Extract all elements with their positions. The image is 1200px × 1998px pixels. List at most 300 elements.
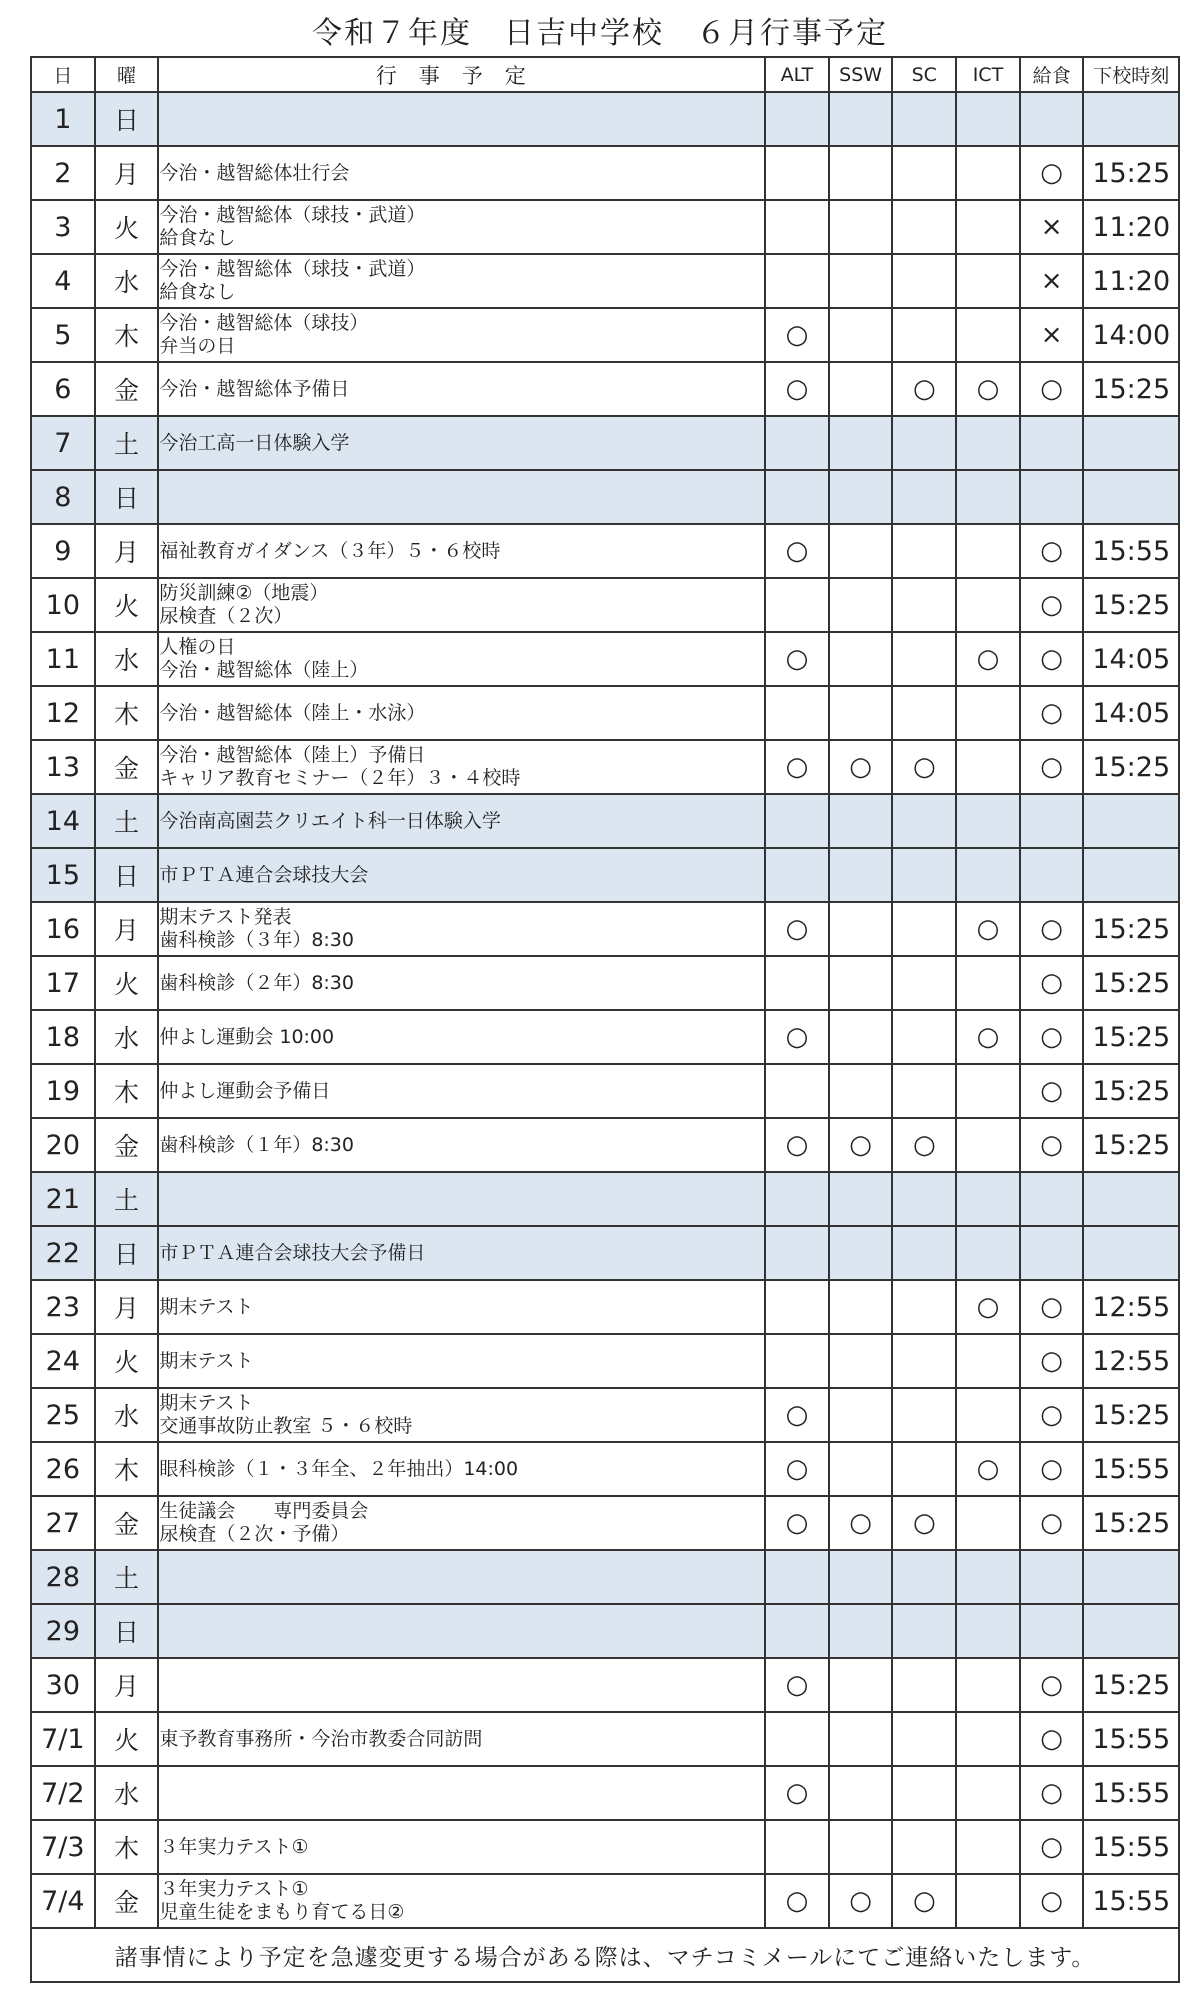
weekday-cell: 火 bbox=[95, 956, 159, 1010]
dismissal-time-cell: 14:05 bbox=[1083, 632, 1179, 686]
weekday-cell: 金 bbox=[95, 362, 159, 416]
alt-cell: ○ bbox=[765, 1496, 829, 1550]
lunch-cell: ○ bbox=[1020, 740, 1084, 794]
alt-cell bbox=[765, 578, 829, 632]
dismissal-time-cell: 12:55 bbox=[1083, 1280, 1179, 1334]
weekday-cell: 日 bbox=[95, 470, 159, 524]
event-cell bbox=[158, 794, 765, 848]
lunch-cell: ○ bbox=[1020, 1712, 1084, 1766]
alt-cell bbox=[765, 1550, 829, 1604]
event-line: 尿検査（２次・予備） bbox=[159, 1523, 350, 1545]
ict-cell bbox=[956, 1064, 1020, 1118]
dismissal-time-cell: 14:00 bbox=[1083, 308, 1179, 362]
alt-cell bbox=[765, 794, 829, 848]
lunch-cell: × bbox=[1020, 200, 1084, 254]
day-cell: 27 bbox=[31, 1496, 95, 1550]
ssw-cell bbox=[829, 524, 893, 578]
header-ict: ICT bbox=[956, 57, 1020, 92]
ict-cell: ○ bbox=[956, 1442, 1020, 1496]
event-line: 尿検査（２次） bbox=[159, 605, 293, 627]
alt-cell: ○ bbox=[765, 632, 829, 686]
ict-cell bbox=[956, 686, 1020, 740]
lunch-cell: ○ bbox=[1020, 686, 1084, 740]
event-line: 今治・越智総体壮行会 bbox=[159, 161, 350, 184]
schedule-row bbox=[31, 848, 1179, 902]
header-sc: SC bbox=[892, 57, 956, 92]
ssw-cell bbox=[829, 1280, 893, 1334]
schedule-row bbox=[31, 146, 1179, 200]
weekday-cell: 火 bbox=[95, 578, 159, 632]
weekday-cell: 水 bbox=[95, 254, 159, 308]
weekday-cell: 日 bbox=[95, 1604, 159, 1658]
dismissal-time-cell bbox=[1083, 1172, 1179, 1226]
ict-cell bbox=[956, 1226, 1020, 1280]
event-line: 今治工高一日体験入学 bbox=[159, 431, 350, 454]
day-cell: 6 bbox=[31, 362, 95, 416]
schedule-row bbox=[31, 1442, 1179, 1496]
lunch-cell: ○ bbox=[1020, 1280, 1084, 1334]
weekday-cell: 土 bbox=[95, 416, 159, 470]
ssw-cell: ○ bbox=[829, 1874, 893, 1928]
page-title: 令和７年度 日吉中学校 ６月行事予定 bbox=[312, 16, 888, 51]
schedule-row bbox=[31, 740, 1179, 794]
alt-cell bbox=[765, 146, 829, 200]
alt-cell bbox=[765, 254, 829, 308]
alt-cell: ○ bbox=[765, 362, 829, 416]
event-line: 東予教育事務所・今治市教委合同訪問 bbox=[159, 1727, 483, 1750]
weekday-cell: 木 bbox=[95, 686, 159, 740]
schedule-row bbox=[31, 1172, 1179, 1226]
day-cell: 7/4 bbox=[31, 1874, 95, 1928]
sc-cell bbox=[892, 1388, 956, 1442]
event-cell bbox=[158, 146, 765, 200]
lunch-cell: ○ bbox=[1020, 362, 1084, 416]
event-cell bbox=[158, 740, 765, 794]
schedule-row bbox=[31, 578, 1179, 632]
weekday-cell: 金 bbox=[95, 1496, 159, 1550]
ict-cell bbox=[956, 578, 1020, 632]
day-cell: 26 bbox=[31, 1442, 95, 1496]
event-line: 期末テスト bbox=[159, 1349, 254, 1372]
event-line: 給食なし bbox=[159, 227, 236, 249]
dismissal-time-cell: 15:25 bbox=[1083, 362, 1179, 416]
day-cell: 18 bbox=[31, 1010, 95, 1064]
schedule-row bbox=[31, 1496, 1179, 1550]
event-line: 人権の日 bbox=[159, 636, 236, 658]
ssw-cell bbox=[829, 632, 893, 686]
sc-cell: ○ bbox=[892, 1118, 956, 1172]
dismissal-time-cell: 11:20 bbox=[1083, 254, 1179, 308]
dismissal-time-cell: 15:25 bbox=[1083, 902, 1179, 956]
event-cell bbox=[158, 686, 765, 740]
ssw-cell bbox=[829, 902, 893, 956]
schedule-row bbox=[31, 1388, 1179, 1442]
lunch-cell bbox=[1020, 1226, 1084, 1280]
weekday-cell: 火 bbox=[95, 1334, 159, 1388]
event-line: 今治・越智総体（球技） bbox=[159, 312, 369, 334]
schedule-table bbox=[30, 56, 1180, 1983]
ict-cell: ○ bbox=[956, 1280, 1020, 1334]
event-line: 歯科検診（２年）8:30 bbox=[159, 971, 354, 994]
weekday-cell: 木 bbox=[95, 1442, 159, 1496]
ict-cell bbox=[956, 1496, 1020, 1550]
schedule-row bbox=[31, 524, 1179, 578]
event-cell bbox=[158, 362, 765, 416]
alt-cell: ○ bbox=[765, 902, 829, 956]
ict-cell bbox=[956, 524, 1020, 578]
dismissal-time-cell bbox=[1083, 1604, 1179, 1658]
ssw-cell bbox=[829, 308, 893, 362]
day-cell: 7/2 bbox=[31, 1766, 95, 1820]
sc-cell bbox=[892, 956, 956, 1010]
alt-cell bbox=[765, 200, 829, 254]
event-cell bbox=[158, 92, 765, 146]
event-line: 交通事故防止教室 ５・６校時 bbox=[159, 1415, 413, 1437]
event-cell bbox=[158, 524, 765, 578]
sc-cell bbox=[892, 1820, 956, 1874]
weekday-cell: 月 bbox=[95, 146, 159, 200]
lunch-cell: ○ bbox=[1020, 1334, 1084, 1388]
event-line: 市ＰＴＡ連合会球技大会 bbox=[159, 863, 369, 886]
ict-cell bbox=[956, 200, 1020, 254]
weekday-cell: 金 bbox=[95, 740, 159, 794]
dismissal-time-cell: 15:25 bbox=[1083, 1388, 1179, 1442]
alt-cell bbox=[765, 1226, 829, 1280]
event-line: 児童生徒をまもり育てる日② bbox=[159, 1901, 405, 1923]
dismissal-time-cell: 12:55 bbox=[1083, 1334, 1179, 1388]
ssw-cell bbox=[829, 200, 893, 254]
alt-cell: ○ bbox=[765, 1874, 829, 1928]
day-cell: 7 bbox=[31, 416, 95, 470]
dismissal-time-cell: 15:25 bbox=[1083, 578, 1179, 632]
event-cell bbox=[158, 578, 765, 632]
day-cell: 4 bbox=[31, 254, 95, 308]
event-cell bbox=[158, 1712, 765, 1766]
day-cell: 19 bbox=[31, 1064, 95, 1118]
alt-cell bbox=[765, 92, 829, 146]
event-cell bbox=[158, 1874, 765, 1928]
alt-cell: ○ bbox=[765, 740, 829, 794]
event-line: 生徒議会 専門委員会 bbox=[159, 1500, 369, 1522]
day-cell: 30 bbox=[31, 1658, 95, 1712]
day-cell: 7/1 bbox=[31, 1712, 95, 1766]
schedule-row bbox=[31, 200, 1179, 254]
event-cell bbox=[158, 1010, 765, 1064]
event-cell bbox=[158, 1334, 765, 1388]
ict-cell bbox=[956, 1658, 1020, 1712]
schedule-row bbox=[31, 254, 1179, 308]
alt-cell bbox=[765, 1172, 829, 1226]
event-line: 期末テスト発表 bbox=[159, 906, 292, 928]
sc-cell bbox=[892, 308, 956, 362]
event-line: ３年実力テスト① bbox=[159, 1878, 309, 1900]
schedule-body bbox=[31, 92, 1179, 1928]
event-cell bbox=[158, 1550, 765, 1604]
event-line: 今治・越智総体（陸上）予備日 bbox=[159, 744, 426, 766]
schedule-row bbox=[31, 1010, 1179, 1064]
ssw-cell bbox=[829, 416, 893, 470]
alt-cell bbox=[765, 848, 829, 902]
schedule-row bbox=[31, 1604, 1179, 1658]
alt-cell: ○ bbox=[765, 1658, 829, 1712]
event-cell bbox=[158, 470, 765, 524]
weekday-cell: 日 bbox=[95, 848, 159, 902]
ssw-cell bbox=[829, 146, 893, 200]
ict-cell bbox=[956, 1874, 1020, 1928]
ict-cell: ○ bbox=[956, 1010, 1020, 1064]
day-cell: 28 bbox=[31, 1550, 95, 1604]
schedule-row bbox=[31, 1874, 1179, 1928]
ssw-cell bbox=[829, 470, 893, 524]
event-line: 今治・越智総体（陸上・水泳） bbox=[159, 701, 426, 724]
sc-cell: ○ bbox=[892, 1874, 956, 1928]
day-cell: 14 bbox=[31, 794, 95, 848]
event-cell bbox=[158, 1442, 765, 1496]
sc-cell bbox=[892, 1172, 956, 1226]
ssw-cell bbox=[829, 362, 893, 416]
ict-cell bbox=[956, 1712, 1020, 1766]
lunch-cell: ○ bbox=[1020, 1442, 1084, 1496]
schedule-row bbox=[31, 1118, 1179, 1172]
weekday-cell: 金 bbox=[95, 1874, 159, 1928]
weekday-cell: 月 bbox=[95, 1658, 159, 1712]
ssw-cell bbox=[829, 1226, 893, 1280]
sc-cell bbox=[892, 470, 956, 524]
event-cell bbox=[158, 1226, 765, 1280]
ssw-cell bbox=[829, 578, 893, 632]
dismissal-time-cell: 14:05 bbox=[1083, 686, 1179, 740]
lunch-cell: × bbox=[1020, 308, 1084, 362]
ssw-cell: ○ bbox=[829, 1496, 893, 1550]
event-line: 今治・越智総体（陸上） bbox=[159, 659, 369, 681]
event-cell bbox=[158, 1766, 765, 1820]
day-cell: 5 bbox=[31, 308, 95, 362]
ict-cell bbox=[956, 848, 1020, 902]
schedule-row bbox=[31, 1550, 1179, 1604]
weekday-cell: 月 bbox=[95, 524, 159, 578]
event-line: 今治南高園芸クリエイト科一日体験入学 bbox=[159, 809, 501, 832]
day-cell: 20 bbox=[31, 1118, 95, 1172]
day-cell: 10 bbox=[31, 578, 95, 632]
event-line: 今治・越智総体予備日 bbox=[159, 377, 350, 400]
dismissal-time-cell bbox=[1083, 416, 1179, 470]
ict-cell bbox=[956, 1820, 1020, 1874]
day-cell: 29 bbox=[31, 1604, 95, 1658]
ssw-cell bbox=[829, 1820, 893, 1874]
alt-cell: ○ bbox=[765, 1388, 829, 1442]
ssw-cell bbox=[829, 254, 893, 308]
lunch-cell bbox=[1020, 1550, 1084, 1604]
ssw-cell bbox=[829, 1604, 893, 1658]
event-line: 期末テスト bbox=[159, 1392, 254, 1414]
weekday-cell: 火 bbox=[95, 200, 159, 254]
sc-cell: ○ bbox=[892, 1496, 956, 1550]
dismissal-time-cell: 15:55 bbox=[1083, 1442, 1179, 1496]
ict-cell bbox=[956, 146, 1020, 200]
lunch-cell: ○ bbox=[1020, 1874, 1084, 1928]
sc-cell bbox=[892, 146, 956, 200]
event-line: キャリア教育セミナー（２年）３・４校時 bbox=[159, 767, 521, 789]
day-cell: 16 bbox=[31, 902, 95, 956]
event-cell bbox=[158, 1064, 765, 1118]
schedule-row bbox=[31, 308, 1179, 362]
weekday-cell: 日 bbox=[95, 1226, 159, 1280]
event-cell bbox=[158, 1496, 765, 1550]
alt-cell bbox=[765, 1334, 829, 1388]
header-day: 日 bbox=[31, 57, 95, 92]
schedule-row bbox=[31, 902, 1179, 956]
schedule-row bbox=[31, 1280, 1179, 1334]
header-alt: ALT bbox=[765, 57, 829, 92]
lunch-cell bbox=[1020, 92, 1084, 146]
day-cell: 1 bbox=[31, 92, 95, 146]
alt-cell bbox=[765, 686, 829, 740]
lunch-cell: ○ bbox=[1020, 956, 1084, 1010]
lunch-cell: ○ bbox=[1020, 632, 1084, 686]
dismissal-time-cell: 15:55 bbox=[1083, 1820, 1179, 1874]
alt-cell: ○ bbox=[765, 308, 829, 362]
dismissal-time-cell: 15:25 bbox=[1083, 1118, 1179, 1172]
sc-cell bbox=[892, 1442, 956, 1496]
ict-cell bbox=[956, 1388, 1020, 1442]
event-line: 給食なし bbox=[159, 281, 236, 303]
ssw-cell bbox=[829, 1388, 893, 1442]
weekday-cell: 日 bbox=[95, 92, 159, 146]
ssw-cell bbox=[829, 1334, 893, 1388]
event-line: 仲よし運動会 10:00 bbox=[159, 1025, 335, 1048]
alt-cell bbox=[765, 1820, 829, 1874]
event-line: 福祉教育ガイダンス（３年）５・６校時 bbox=[159, 539, 501, 562]
lunch-cell: ○ bbox=[1020, 146, 1084, 200]
lunch-cell: ○ bbox=[1020, 578, 1084, 632]
alt-cell: ○ bbox=[765, 1118, 829, 1172]
weekday-cell: 土 bbox=[95, 1172, 159, 1226]
sc-cell: ○ bbox=[892, 362, 956, 416]
sc-cell bbox=[892, 92, 956, 146]
sc-cell bbox=[892, 1766, 956, 1820]
day-cell: 3 bbox=[31, 200, 95, 254]
dismissal-time-cell: 15:25 bbox=[1083, 1010, 1179, 1064]
ict-cell bbox=[956, 1766, 1020, 1820]
lunch-cell: ○ bbox=[1020, 524, 1084, 578]
day-cell: 2 bbox=[31, 146, 95, 200]
dismissal-time-cell: 15:55 bbox=[1083, 524, 1179, 578]
ssw-cell bbox=[829, 686, 893, 740]
ict-cell: ○ bbox=[956, 902, 1020, 956]
lunch-cell: ○ bbox=[1020, 1496, 1084, 1550]
schedule-row bbox=[31, 362, 1179, 416]
event-line: 眼科検診（１・３年全、２年抽出）14:00 bbox=[159, 1457, 519, 1480]
dismissal-time-cell bbox=[1083, 1226, 1179, 1280]
alt-cell: ○ bbox=[765, 1010, 829, 1064]
header-row bbox=[31, 57, 1179, 92]
day-cell: 15 bbox=[31, 848, 95, 902]
alt-cell bbox=[765, 1712, 829, 1766]
dismissal-time-cell: 15:25 bbox=[1083, 1064, 1179, 1118]
event-cell bbox=[158, 1388, 765, 1442]
dismissal-time-cell: 15:25 bbox=[1083, 740, 1179, 794]
day-cell: 17 bbox=[31, 956, 95, 1010]
sc-cell: ○ bbox=[892, 740, 956, 794]
dismissal-time-cell: 15:25 bbox=[1083, 146, 1179, 200]
alt-cell: ○ bbox=[765, 524, 829, 578]
sc-cell bbox=[892, 416, 956, 470]
alt-cell bbox=[765, 416, 829, 470]
event-cell bbox=[158, 1604, 765, 1658]
event-cell bbox=[158, 200, 765, 254]
weekday-cell: 月 bbox=[95, 902, 159, 956]
event-cell bbox=[158, 848, 765, 902]
weekday-cell: 木 bbox=[95, 1820, 159, 1874]
lunch-cell bbox=[1020, 848, 1084, 902]
ict-cell bbox=[956, 794, 1020, 848]
event-cell bbox=[158, 1172, 765, 1226]
day-cell: 8 bbox=[31, 470, 95, 524]
header-lunch: 給食 bbox=[1020, 57, 1084, 92]
event-line: 歯科検診（１年）8:30 bbox=[159, 1133, 354, 1156]
schedule-row bbox=[31, 1658, 1179, 1712]
weekday-cell: 水 bbox=[95, 632, 159, 686]
lunch-cell: ○ bbox=[1020, 902, 1084, 956]
ict-cell bbox=[956, 92, 1020, 146]
event-line: 今治・越智総体（球技・武道） bbox=[159, 204, 426, 226]
schedule-row bbox=[31, 1766, 1179, 1820]
ssw-cell bbox=[829, 1550, 893, 1604]
ssw-cell bbox=[829, 1442, 893, 1496]
dismissal-time-cell bbox=[1083, 848, 1179, 902]
alt-cell bbox=[765, 956, 829, 1010]
lunch-cell bbox=[1020, 1172, 1084, 1226]
day-cell: 12 bbox=[31, 686, 95, 740]
lunch-cell: ○ bbox=[1020, 1118, 1084, 1172]
day-cell: 9 bbox=[31, 524, 95, 578]
alt-cell bbox=[765, 470, 829, 524]
sc-cell bbox=[892, 254, 956, 308]
event-cell bbox=[158, 308, 765, 362]
dismissal-time-cell: 15:55 bbox=[1083, 1766, 1179, 1820]
event-line: 市ＰＴＡ連合会球技大会予備日 bbox=[159, 1241, 426, 1264]
alt-cell: ○ bbox=[765, 1442, 829, 1496]
alt-cell: ○ bbox=[765, 1766, 829, 1820]
ict-cell bbox=[956, 1118, 1020, 1172]
schedule-row bbox=[31, 686, 1179, 740]
ict-cell bbox=[956, 956, 1020, 1010]
alt-cell bbox=[765, 1604, 829, 1658]
ict-cell bbox=[956, 254, 1020, 308]
sc-cell bbox=[892, 1010, 956, 1064]
event-cell bbox=[158, 254, 765, 308]
ssw-cell: ○ bbox=[829, 740, 893, 794]
footer-note: 諸事情により予定を急遽変更する場合がある際は、マチコミメールにてご連絡いたします。 bbox=[31, 1928, 1179, 1982]
day-cell: 22 bbox=[31, 1226, 95, 1280]
sc-cell bbox=[892, 524, 956, 578]
schedule-row bbox=[31, 416, 1179, 470]
sc-cell bbox=[892, 1334, 956, 1388]
dismissal-time-cell bbox=[1083, 794, 1179, 848]
ssw-cell bbox=[829, 1172, 893, 1226]
weekday-cell: 土 bbox=[95, 1550, 159, 1604]
sc-cell bbox=[892, 1712, 956, 1766]
sc-cell bbox=[892, 1658, 956, 1712]
day-cell: 11 bbox=[31, 632, 95, 686]
schedule-row bbox=[31, 1064, 1179, 1118]
footer-row bbox=[31, 1928, 1179, 1982]
alt-cell bbox=[765, 1064, 829, 1118]
event-cell bbox=[158, 1820, 765, 1874]
weekday-cell: 土 bbox=[95, 794, 159, 848]
event-line: 今治・越智総体（球技・武道） bbox=[159, 258, 426, 280]
sc-cell bbox=[892, 794, 956, 848]
